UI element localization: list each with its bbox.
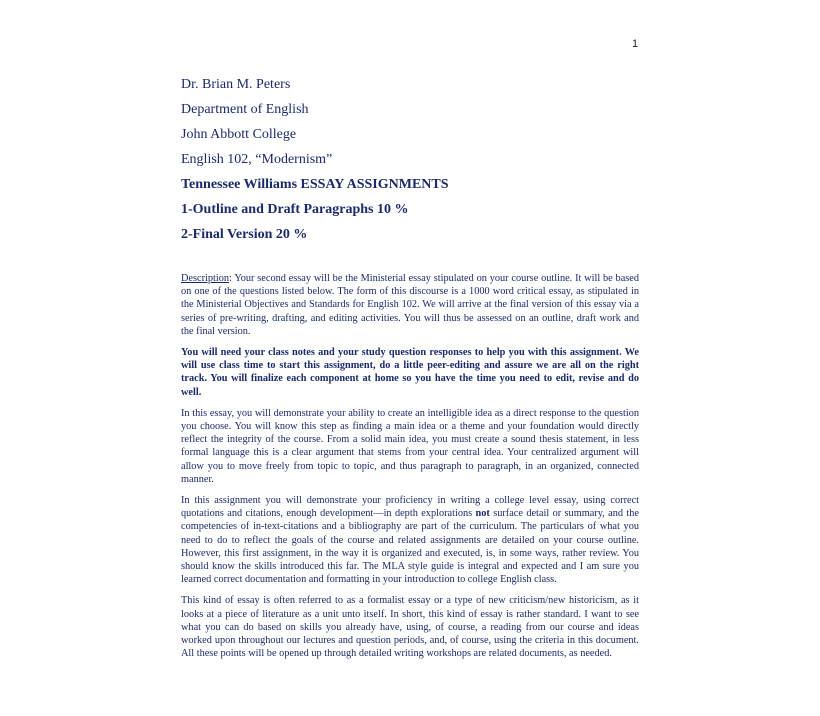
- instructor-name: Dr. Brian M. Peters: [181, 77, 291, 92]
- paragraph3-emphasis: not: [475, 508, 490, 520]
- body-paragraph-2: In this essay, you will demonstrate your ability to create an intelligible idea as a direct response to the question you choose. You will know this step as finding a main idea or a theme and your foundation would directly reflect the integrity of the course. From a solid main idea, you must create a sound thesis statement, in less formal language this is a clear argument that stems from your central idea. Your centralized argument will allow you to move freely from topic to topic, and thus paragraph to paragraph, in an organized, connected manner.: [181, 407, 639, 485]
- document-header: [181, 72, 651, 247]
- assignment-part-1: 1-Outline and Draft Paragraphs 10 %: [181, 202, 409, 217]
- college-name: John Abbott College: [181, 127, 297, 142]
- paragraph3-text-before: In this assignment you will demonstrate your proficiency in writing a college level essay, using correct quotations and citations, enough development—in depth explorations: [181, 495, 639, 520]
- assignment-title: Tennessee Williams ESSAY ASSIGNMENTS: [181, 177, 449, 192]
- description-text: : Your second essay will be the Ministerial essay stipulated on your course outline. It will be based on one of the questions listed below. The form of this discourse is a 1000 word critical essay, as stipulated in the Ministerial Objectives and Standards for English 102. We will arrive at the final version of this essay via a series of pre-writing, drafting, and editing activities. You will thus be assessed on an outline, draft work and the final version.: [181, 273, 639, 337]
- assignment-part-2: 2-Final Version 20 %: [181, 227, 308, 242]
- page-number: 1: [632, 38, 639, 50]
- body-paragraph-4: This kind of essay is often referred to as a formalist essay or a type of new criticism/new historicism, as it looks at a piece of literature as a unit unto itself. In short, this kind of essay is rather standard. I want to see what you can do based on skills you already have, using, of course, a reading from our course and ideas worked upon throughout our lectures and question periods, and, of course, using the criteria in this document. All these points will be opened up through detailed writing workshops are related documents, as needed.: [181, 595, 639, 660]
- instructions-paragraph: You will need your class notes and your study question responses to help you with this assignment. We will use class time to start this assignment, do a little peer-editing and assure we are all on the right track. You will finalize each component at home so you have the time you need to edit, revise and do well.: [181, 347, 639, 398]
- description-label: Description: [181, 273, 230, 284]
- paragraph3-text-after: surface detail or summary, and the competencies of in-text-citations and a bibliography are part of the curriculum. The particulars of what you need to do to reflect the goals of the course and related assignments are detailed on your course outline. However, this first assignment, in the way it is organized and executed, is, in some ways, rather review. You should know the skills introduced this far. The MLA style guide is integral and expected and I am sure you learned correct documentation and formatting in your introduction to college English class.: [181, 508, 639, 586]
- document-body: [181, 272, 639, 668]
- body-paragraph-3: [181, 494, 639, 586]
- description-paragraph: [181, 272, 639, 338]
- department-name: Department of English: [181, 102, 309, 117]
- course-name: English 102, “Modernism”: [181, 152, 333, 167]
